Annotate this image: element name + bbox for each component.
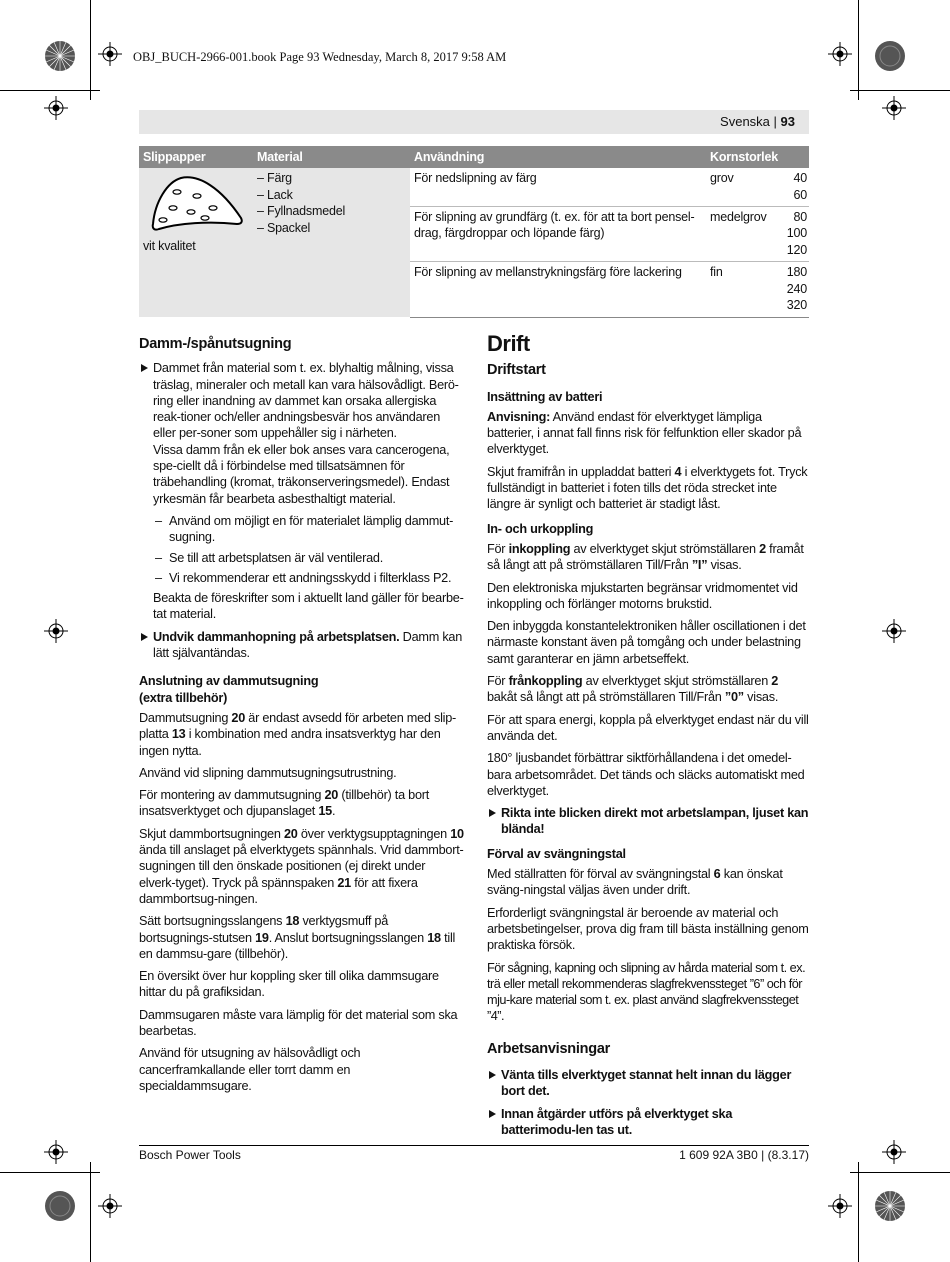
crosshair-mark-icon [828, 1194, 852, 1218]
usage-cell: För nedslipning av färg [414, 171, 537, 185]
trim-mark [858, 1162, 859, 1262]
subheading: Insättning av batteri [487, 389, 603, 404]
list-item: – Fyllnadsmedel [257, 203, 406, 220]
bullet-triangle-icon [141, 633, 148, 641]
paragraph: Använd vid slipning dammutsugningsutrustning. [139, 765, 397, 780]
paragraph: För inkoppling av elverktyget skjut strömställaren 2 framåt så långt att på strömställaren Till/Från ”I” visas. [487, 541, 804, 573]
paragraph: Skjut dammbortsugningen 20 över verktygsupptagningen 10 ända till anslaget på elverktygets spännhals. Vrid dammbort-sugningen till den önskade positionen (ej direkt under elverk-tyget). Tryck på spännspaken 21 för att fixera dammbortsug-ningen. [139, 826, 464, 906]
grit-value: 240 [786, 281, 807, 296]
trim-mark [858, 0, 859, 100]
list-item: – Spackel [257, 220, 406, 237]
dash-text: Vi rekommenderar ett andningsskydd i filterklass P2. [169, 570, 452, 585]
trim-mark [90, 1162, 91, 1262]
paragraph: För att spara energi, koppla på elverktyget endast när du vill använda det. [487, 712, 809, 743]
grit-value: 320 [786, 298, 807, 313]
bullet-triangle-icon [489, 1110, 496, 1118]
material-cell [253, 168, 410, 317]
page-header [139, 110, 809, 134]
warning-bullet [487, 1106, 809, 1139]
col-header-usage: Användning [410, 146, 706, 168]
dash-mark: – [155, 570, 162, 585]
paragraph: Beakta de föreskrifter som i aktuellt land gäller för bearbe-tat material. [153, 591, 464, 622]
sandpaper-cell [139, 168, 253, 317]
trim-mark [90, 0, 91, 100]
paragraph: Den inbyggda konstantelektroniken håller oscillationen i det närmaste konstant även på tomgång och under belastning samt garanterar en jämn arbetseffekt. [487, 619, 806, 666]
paragraph: 180° ljusbandet förbättrar siktförhållandena i det omedel-bara arbetsområdet. Det tänds och släcks automatiskt med elverktyget. [487, 751, 805, 798]
col-header-grit: Kornstorlek [706, 146, 809, 168]
footer-rule [139, 1145, 809, 1146]
bullet-triangle-icon [489, 809, 496, 817]
subsection-heading: Arbetsanvisningar [487, 1040, 611, 1057]
warning-bullet [139, 360, 464, 507]
grit-cell [774, 168, 809, 206]
table-header-row [139, 146, 809, 168]
bold-text: Rikta inte blicken direkt mot arbetslampan, ljuset kan blända! [501, 806, 809, 837]
language-label: Svenska [720, 114, 770, 129]
registration-mark-icon [874, 40, 906, 72]
registration-mark-icon [874, 1190, 906, 1222]
dash-text: Se till att arbetsplatsen är väl ventilerad. [169, 550, 383, 565]
paragraph: Erforderligt svängningstal är beroende av material och arbetsbetingelser, prova dig fram till bästa inställning genom praktiska försök. [487, 905, 809, 953]
list-item: – Färg [257, 170, 406, 187]
paragraph: Vissa damm från ek eller bok anses vara cancerogena, spe-ciellt då i förbindelse med tillsatsämnen för träbehandling (kromat, träkonserveringsmedel). Endast yrkesmän får bearbeta asbesthaltigt material. [153, 442, 450, 506]
paragraph: Dammutsugning 20 är endast avsedd för arbeten med slip-platta 13 i kombination med andra insatsverktyg har den ingen nytta. [139, 710, 457, 758]
paragraph: Skjut framifrån in uppladdat batteri 4 i elverktygets fot. Tryck fullständigt in batteriet i foten tills det röda strecket inte längre är synligt och batteriet är stadigt låst. [487, 464, 808, 512]
dash-item [139, 570, 464, 586]
grade-cell: grov [710, 171, 734, 185]
right-column [487, 331, 809, 1144]
crosshair-mark-icon [828, 42, 852, 66]
registration-mark-icon [44, 1190, 76, 1222]
crosshair-mark-icon [98, 1194, 122, 1218]
crosshair-mark-icon [44, 619, 68, 643]
crosshair-mark-icon [882, 1140, 906, 1164]
print-slug: OBJ_BUCH-2966-001.book Page 93 Wednesday, March 8, 2017 9:58 AM [133, 50, 507, 64]
sanding-pad-icon [149, 174, 249, 236]
dash-mark: – [155, 513, 162, 528]
grit-value: 100 [786, 226, 807, 241]
dash-mark: – [155, 550, 162, 565]
bullet-triangle-icon [141, 364, 148, 372]
header-separator: | [769, 114, 781, 129]
crosshair-mark-icon [98, 42, 122, 66]
warning-bullet [139, 629, 464, 662]
paragraph: För montering av dammutsugning 20 (tillbehör) ta bort insatsverktyget och djupanslaget 15. [139, 788, 430, 819]
usage-cell: För slipning av mellanstrykningsfärg före lackering [410, 262, 706, 317]
crosshair-mark-icon [44, 1140, 68, 1164]
paragraph: Dammet från material som t. ex. blyhaltig målning, vissa träslag, mineraler och metall kan vara hälsovådligt. Berö-ring eller inandning av dammet kan orsaka allergiska reak-tioner och/eller andningsbesvär hos användaren eller per-soner som uppehåller sig i närheten. [153, 361, 459, 441]
page-number: 93 [780, 114, 795, 129]
header-language [720, 114, 795, 129]
bold-text: Innan åtgärder utförs på elverktyget ska batterimodu-len tas ut. [501, 1106, 733, 1137]
paragraph: En översikt över hur koppling sker till olika dammsugare hittar du på grafiksidan. [139, 969, 439, 1000]
section-heading-dust: Damm-/spånutsugning [139, 336, 292, 352]
dash-text: Använd om möjligt en för materialet lämplig dammut-sugning. [169, 513, 454, 545]
footer-brand: Bosch Power Tools [139, 1148, 241, 1162]
grit-cell [774, 206, 809, 261]
paragraph: Damm kan lätt självantändas. [153, 629, 463, 661]
grit-cell [774, 262, 809, 317]
section-heading-drift: Drift [487, 331, 530, 356]
paragraph: Dammsugaren måste vara lämplig för det material som ska bearbetas. [139, 1007, 458, 1038]
subheading: In- och urkoppling [487, 521, 594, 536]
paragraph: Sätt bortsugningsslangens 18 verktygsmuff på bortsugnings-stutsen 19. Anslut bortsugningsslangen 18 till en dammsu-gare (tillbehör). [139, 914, 456, 961]
paragraph: Den elektroniska mjukstarten begränsar vridmomentet vid inkoppling och förlänger motorns brukstid. [487, 580, 798, 611]
crosshair-mark-icon [882, 96, 906, 120]
table-row [139, 168, 809, 206]
dash-item [139, 550, 464, 566]
subheading [139, 673, 464, 706]
paragraph: För frånkoppling av elverktyget skjut strömställaren 2 bakåt så långt att på strömställaren Till/Från ”0” visas. [487, 674, 779, 705]
grit-value: 40 [793, 171, 807, 185]
list-item: – Lack [257, 187, 406, 204]
paragraph: Använd för utsugning av hälsovådligt och cancerframkallande eller torrt damm en specialdammsugare. [139, 1046, 361, 1093]
dash-item [139, 513, 464, 546]
col-header-sandpaper: Slippapper [139, 146, 253, 168]
paragraph: Med ställratten för förval av svängningstal 6 kan önskat sväng-ningstal väljas även under drift. [487, 867, 783, 898]
grit-value: 180 [786, 265, 807, 280]
subheading-line: (extra tillbehör) [139, 690, 228, 705]
footer-doc-number: 1 609 92A 3B0 | (8.3.17) [679, 1148, 809, 1162]
subheading-line: Anslutning av dammutsugning [139, 674, 319, 689]
usage-cell: För slipning av grundfärg (t. ex. för att ta bort pensel-drag, färgdroppar och löpande färg) [410, 206, 706, 261]
grit-value: 120 [786, 242, 807, 257]
registration-mark-icon [44, 40, 76, 72]
grit-value: 80 [793, 209, 807, 224]
subsection-heading: Driftstart [487, 362, 546, 379]
crosshair-mark-icon [44, 96, 68, 120]
bullet-triangle-icon [489, 1071, 496, 1079]
grit-value: 60 [793, 187, 807, 202]
paragraph: Anvisning: Använd endast för elverktyget lämpliga batterier, i annat fall finns risk för felfunktion eller skador på elverktyget. [487, 409, 802, 457]
col-header-material: Material [253, 146, 410, 168]
grade-cell: fin [706, 262, 774, 317]
paper-quality-label: vit kvalitet [143, 239, 196, 253]
bold-text: Undvik dammanhopning på arbetsplatsen. [153, 629, 400, 644]
left-column [139, 336, 464, 1100]
material-list [257, 170, 406, 236]
bold-text: Vänta tills elverktyget stannat helt innan du lägger bort det. [501, 1067, 792, 1099]
trim-mark [850, 90, 950, 91]
grade-cell: medelgrov [706, 206, 774, 261]
subheading: Förval av svängningstal [487, 846, 626, 861]
warning-bullet [487, 805, 809, 838]
trim-mark [850, 1172, 950, 1173]
crosshair-mark-icon [882, 619, 906, 643]
warning-bullet [487, 1067, 809, 1100]
trim-mark [0, 90, 100, 91]
paragraph: För sågning, kapning och slipning av hårda material som t. ex. trä eller metall rekommenderas slagfrekvenssteget ”6” och för mju-kare material som t. ex. plast använd slagfrekvenssteget ”4”. [487, 960, 806, 1024]
sandpaper-table [139, 146, 809, 318]
trim-mark [0, 1172, 100, 1173]
